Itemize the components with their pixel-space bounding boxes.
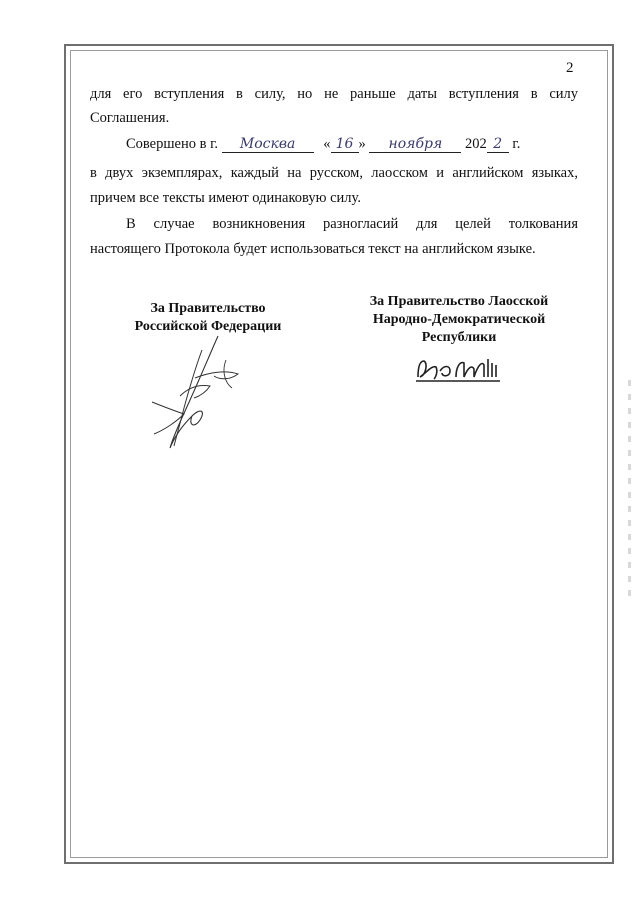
paragraph-2-line-2: в двух экземплярах, каждый на русском, лаосском и английском языках, xyxy=(90,165,578,181)
paragraph-3-line-2: настоящего Протокола будет использоваться текст на английском языке. xyxy=(90,241,536,257)
done-year-digit: 2 xyxy=(487,136,509,153)
done-month: ноября xyxy=(369,136,461,153)
scan-edge-marks xyxy=(628,380,631,600)
handwritten-signature-laos xyxy=(414,355,504,385)
done-day-open: « xyxy=(323,136,331,152)
paragraph-2-line-3: причем все тексты имеют одинаковую силу. xyxy=(90,190,361,206)
signature-russia-line-1: За Правительство xyxy=(150,301,266,316)
paragraph-1-line-1: для его вступления в силу, но не раньше даты вступления в силу xyxy=(90,86,578,102)
done-prefix: Совершено в г. xyxy=(126,136,219,152)
page-number: 2 xyxy=(566,60,574,76)
done-city: Москва xyxy=(222,136,314,153)
done-year-prefix: 202 xyxy=(465,136,487,152)
paragraph-2-line-1 xyxy=(126,134,578,154)
done-year-suffix: г. xyxy=(512,136,521,152)
signature-laos-line-1: За Правительство Лаосской xyxy=(369,294,549,309)
paragraph-1-line-2: Соглашения. xyxy=(90,110,170,126)
signature-laos-line-2: Народно-Демократической xyxy=(372,312,546,327)
signature-russia-line-2: Российской Федерации xyxy=(134,319,282,334)
done-day: 16 xyxy=(331,136,359,153)
signature-laos-line-3: Республики xyxy=(421,330,497,345)
paragraph-3-line-1: В случае возникновения разногласий для целей толкования xyxy=(126,216,578,232)
handwritten-signature-russia xyxy=(140,330,250,455)
done-day-close: » xyxy=(358,136,366,152)
signature-block-laos xyxy=(354,293,564,347)
